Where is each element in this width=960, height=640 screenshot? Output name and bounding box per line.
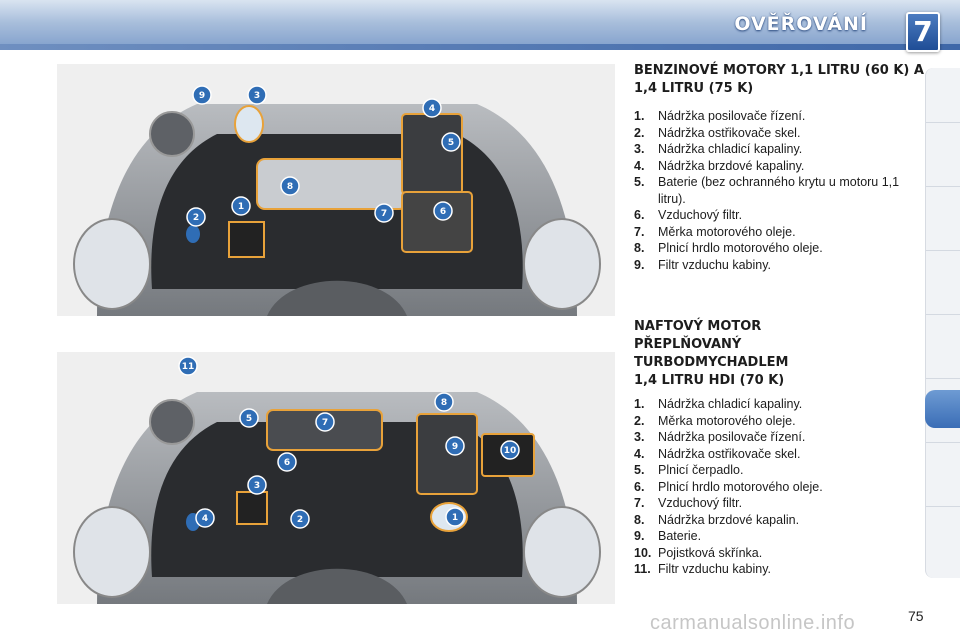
svg-text:8: 8 xyxy=(440,398,448,408)
svg-text:9: 9 xyxy=(198,91,206,101)
item-text: Pojistková skřínka. xyxy=(658,545,763,560)
svg-text:1: 1 xyxy=(451,513,459,523)
svg-text:8: 8 xyxy=(286,182,294,192)
svg-text:9: 9 xyxy=(451,442,459,452)
diesel-marker-1 xyxy=(446,508,464,526)
side-tab-divider xyxy=(926,250,960,251)
svg-text:4: 4 xyxy=(428,104,436,114)
petrol-list-item xyxy=(634,141,924,158)
item-text: Nádržka posilovače řízení. xyxy=(658,430,806,444)
petrol-list-item xyxy=(634,108,924,125)
diesel-marker-10 xyxy=(501,441,519,459)
diesel-engine-bay-photo xyxy=(57,352,615,604)
item-text: Filtr vzduchu kabiny. xyxy=(658,257,772,272)
diesel-list-item xyxy=(634,512,924,529)
item-number: 2. xyxy=(634,125,645,140)
item-text: Nádržka brzdové kapalin. xyxy=(658,512,800,527)
side-tab-divider xyxy=(926,442,960,443)
item-number: 4. xyxy=(634,158,645,173)
item-number: 3. xyxy=(634,142,645,156)
petrol-marker-3 xyxy=(248,86,266,104)
page-number: 75 xyxy=(908,608,924,624)
diesel-list-item xyxy=(634,528,924,545)
item-number: 8. xyxy=(634,241,645,255)
diesel-marker-6 xyxy=(278,453,296,471)
side-tab-divider xyxy=(926,122,960,123)
petrol-marker-9 xyxy=(193,86,211,104)
item-text: Vzduchový filtr. xyxy=(658,496,743,510)
petrol-marker-4 xyxy=(423,99,441,117)
item-number: 10. xyxy=(634,545,652,560)
petrol-components-list xyxy=(634,108,924,273)
diesel-section-title xyxy=(634,318,924,390)
chapter-side-tabs xyxy=(925,68,960,578)
item-number: 7. xyxy=(634,496,645,510)
svg-text:6: 6 xyxy=(283,458,291,468)
petrol-list-item xyxy=(634,158,924,175)
diesel-marker-5 xyxy=(240,409,258,427)
diesel-list-item xyxy=(634,429,924,446)
diesel-marker-7 xyxy=(316,413,334,431)
item-number: 7. xyxy=(634,224,645,239)
item-number: 2. xyxy=(634,413,645,428)
petrol-marker-2 xyxy=(187,208,205,226)
item-text: Baterie (bez ochranného krytu u motoru 1,1 litru). xyxy=(658,175,900,206)
item-text: Plnicí čerpadlo. xyxy=(658,463,744,477)
petrol-marker-5 xyxy=(442,133,460,151)
svg-text:3: 3 xyxy=(253,91,261,101)
svg-text:7: 7 xyxy=(321,418,329,428)
svg-text:5: 5 xyxy=(447,138,455,148)
svg-text:2: 2 xyxy=(296,515,304,525)
chapter-title: OVĚŘOVÁNÍ xyxy=(734,13,868,35)
svg-text:4: 4 xyxy=(201,514,209,524)
petrol-list-item xyxy=(634,224,924,241)
petrol-engine-bay-photo xyxy=(57,64,615,316)
diesel-marker-9 xyxy=(446,437,464,455)
svg-text:6: 6 xyxy=(439,207,447,217)
petrol-marker-6 xyxy=(434,202,452,220)
svg-text:3: 3 xyxy=(253,481,261,491)
item-number: 1. xyxy=(634,109,645,123)
svg-text:7: 7 xyxy=(380,209,388,219)
item-text: Nádržka chladicí kapaliny. xyxy=(658,397,803,411)
header-stripe xyxy=(0,44,960,50)
diesel-list-item xyxy=(634,545,924,562)
item-number: 1. xyxy=(634,397,645,411)
item-number: 8. xyxy=(634,512,645,527)
diesel-list-item xyxy=(634,479,924,496)
side-tab-active-chapter[interactable] xyxy=(925,390,960,428)
petrol-marker-7 xyxy=(375,204,393,222)
diesel-list-item xyxy=(634,396,924,413)
svg-text:1: 1 xyxy=(237,202,245,212)
item-number: 11. xyxy=(634,562,651,576)
petrol-list-item xyxy=(634,207,924,224)
item-text: Nádržka chladicí kapaliny. xyxy=(658,142,803,156)
item-text: Plnicí hrdlo motorového oleje. xyxy=(658,241,823,255)
side-tab-divider xyxy=(926,506,960,507)
side-tab-divider xyxy=(926,378,960,379)
diesel-marker-4 xyxy=(196,509,214,527)
item-text: Nádržka ostřikovače skel. xyxy=(658,125,801,140)
item-text: Nádržka ostřikovače skel. xyxy=(658,446,801,461)
item-text: Vzduchový filtr. xyxy=(658,208,743,222)
item-number: 5. xyxy=(634,463,645,477)
diesel-title-line: PŘEPLŇOVANÝ xyxy=(634,337,742,352)
diesel-list-item xyxy=(634,462,924,479)
item-number: 4. xyxy=(634,446,645,461)
petrol-list-item xyxy=(634,174,924,207)
svg-text:5: 5 xyxy=(245,414,253,424)
diesel-marker-3 xyxy=(248,476,266,494)
item-number: 9. xyxy=(634,529,645,543)
item-text: Baterie. xyxy=(658,529,702,543)
petrol-marker-1 xyxy=(232,197,250,215)
diesel-title-line: TURBODMYCHADLEM xyxy=(634,355,789,370)
chapter-number-badge: 7 xyxy=(906,12,940,52)
diesel-marker-2 xyxy=(291,510,309,528)
item-text: Nádržka posilovače řízení. xyxy=(658,109,806,123)
diesel-list-item xyxy=(634,446,924,463)
svg-text:2: 2 xyxy=(192,213,200,223)
side-tab-divider xyxy=(926,186,960,187)
item-number: 5. xyxy=(634,175,645,189)
item-text: Plnicí hrdlo motorového oleje. xyxy=(658,479,823,494)
petrol-marker-8 xyxy=(281,177,299,195)
item-number: 3. xyxy=(634,430,645,444)
diesel-title-line: NAFTOVÝ MOTOR xyxy=(634,319,762,334)
petrol-section-title: BENZINOVÉ MOTORY 1,1 LITRU (60 K) A 1,4 LITRU (75 K) xyxy=(634,63,924,96)
petrol-list-item xyxy=(634,240,924,257)
item-text: Měrka motorového oleje. xyxy=(658,413,796,428)
item-text: Nádržka brzdové kapaliny. xyxy=(658,158,805,173)
item-text: Filtr vzduchu kabiny. xyxy=(658,562,772,576)
diesel-title-line: 1,4 LITRU HDI (70 K) xyxy=(634,373,785,388)
diesel-list-item xyxy=(634,495,924,512)
diesel-list-item xyxy=(634,561,924,578)
svg-text:10: 10 xyxy=(503,446,517,456)
side-tab-divider xyxy=(926,314,960,315)
item-text: Měrka motorového oleje. xyxy=(658,224,796,239)
item-number: 6. xyxy=(634,479,645,494)
watermark: carmanualsonline.info xyxy=(650,612,856,634)
diesel-marker-11 xyxy=(179,357,197,375)
svg-text:11: 11 xyxy=(181,362,195,372)
item-number: 6. xyxy=(634,208,645,222)
diesel-marker-8 xyxy=(435,393,453,411)
diesel-list-item xyxy=(634,413,924,430)
petrol-list-item xyxy=(634,125,924,142)
diesel-components-list xyxy=(634,396,924,578)
item-number: 9. xyxy=(634,257,645,272)
petrol-list-item xyxy=(634,257,924,274)
